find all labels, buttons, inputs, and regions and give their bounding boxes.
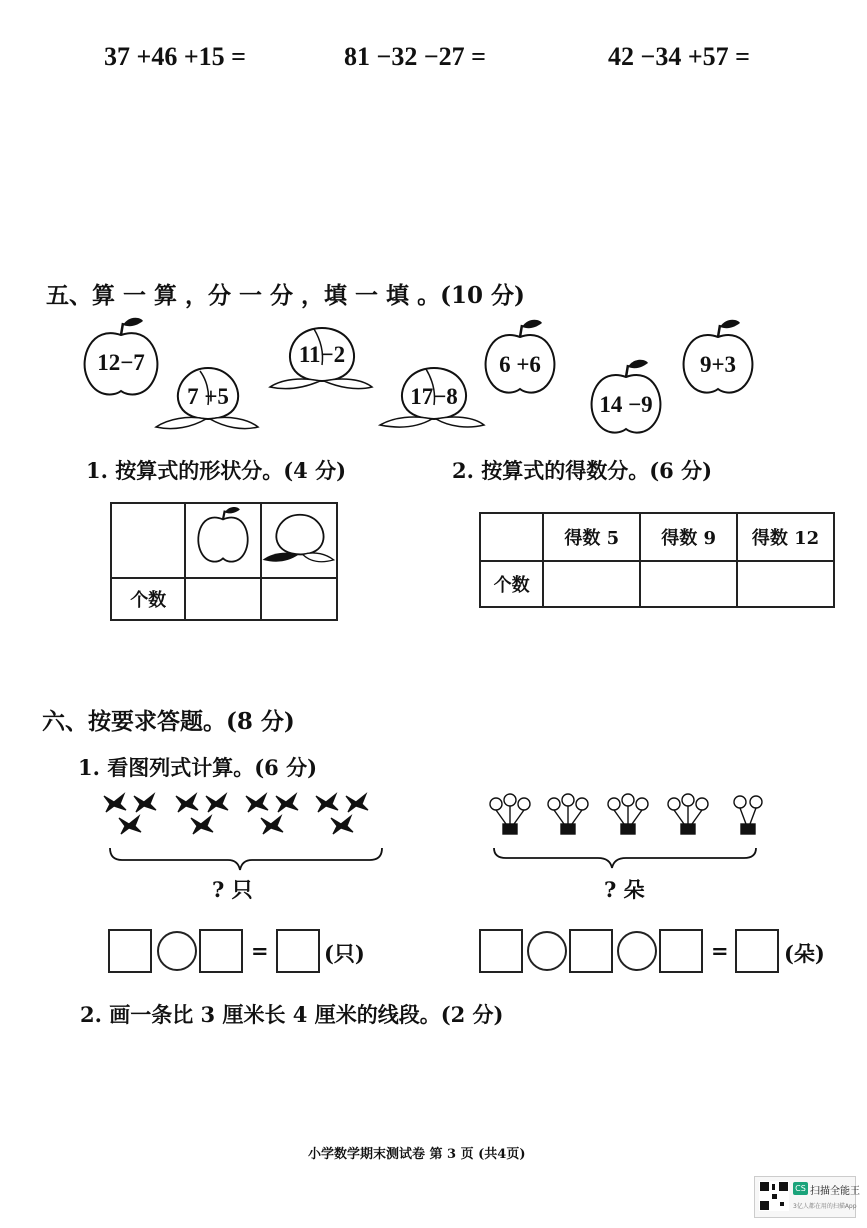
watermark-title: 扫描全能王 [810, 1186, 860, 1197]
answer-box[interactable] [199, 929, 243, 973]
right-unit: (朵) [784, 941, 825, 966]
bird-icon [206, 794, 228, 812]
shape-table [110, 502, 338, 621]
cs-logo: CS [793, 1182, 808, 1195]
table-corner-cell [480, 513, 543, 561]
bird-icon [134, 794, 156, 812]
watermark-subtitle: 3亿人都在用的扫描App [793, 1203, 857, 1210]
page-footer: 小学数学期末测试卷 第 3 页 (共4页) [308, 1147, 526, 1162]
fruit-expression: 9+3 [699, 352, 737, 377]
answer-cell-peach[interactable] [261, 578, 337, 620]
result-box[interactable] [276, 929, 320, 973]
flower-pot-icon [490, 794, 530, 834]
operator-circle[interactable] [617, 931, 657, 971]
section6-heading: 六、按要求答题。(8 分) [42, 708, 295, 735]
result-box[interactable] [735, 929, 779, 973]
peach-icon [262, 507, 336, 569]
section6-q1-label: 1. 看图列式计算。(6 分) [78, 755, 318, 780]
section5-q1-label: 1. 按算式的形状分。(4 分) [86, 458, 347, 483]
fruit-expression: 17−8 [410, 384, 458, 409]
answer-box[interactable] [108, 929, 152, 973]
right-question: ? 朵 [604, 877, 645, 902]
fruit-expression: 11−2 [298, 342, 346, 367]
fruit-expression: 7 +5 [187, 384, 229, 409]
fruit-expression: 14 −9 [599, 392, 653, 417]
bird-icon [246, 794, 268, 812]
answer-cell-result-9[interactable] [640, 561, 737, 607]
flower-pot-icon [608, 794, 648, 834]
equals-sign: = [711, 938, 729, 963]
brace [110, 848, 382, 870]
qr-code-icon [759, 1181, 789, 1211]
flower-pot-icon [734, 796, 762, 834]
answer-cell-result-5[interactable] [543, 561, 640, 607]
section5-q2-label: 2. 按算式的得数分。(6 分) [452, 458, 713, 483]
bird-icon [261, 816, 283, 834]
brace [494, 848, 756, 868]
table-header-peach [261, 503, 337, 578]
equation-2: 81 −32 −27 = [344, 42, 486, 71]
table-header-result-5: 得数 5 [543, 513, 640, 561]
bird-icon [316, 794, 338, 812]
bird-icon [346, 794, 368, 812]
answer-box[interactable] [569, 929, 613, 973]
flower-pot-icon [668, 794, 708, 834]
birds-illustration [100, 790, 390, 875]
operator-circle[interactable] [527, 931, 567, 971]
section6-q2-label: 2. 画一条比 3 厘米长 4 厘米的线段。(2 分) [80, 1002, 504, 1027]
flowers-illustration [480, 790, 770, 875]
operator-circle[interactable] [157, 931, 197, 971]
left-unit: (只) [324, 941, 365, 966]
fruit-expression: 6 +6 [499, 352, 541, 377]
apple-icon [193, 507, 253, 569]
bird-icon [331, 816, 353, 834]
bird-icon [191, 816, 213, 834]
table-row-label: 个数 [111, 578, 185, 620]
answer-cell-apple[interactable] [185, 578, 261, 620]
section5-heading: 五、算 一 算 ，分 一 分 ，填 一 填 。(10 分) [46, 282, 525, 309]
table-row-label: 个数 [480, 561, 543, 607]
answer-box[interactable] [659, 929, 703, 973]
result-table [479, 512, 835, 608]
table-header-apple [185, 503, 261, 578]
bird-icon [104, 794, 126, 812]
fruit-expression: 12−7 [97, 350, 145, 375]
bird-icon [276, 794, 298, 812]
answer-cell-result-12[interactable] [737, 561, 834, 607]
answer-box[interactable] [479, 929, 523, 973]
bird-icon [176, 794, 198, 812]
table-header-result-12: 得数 12 [737, 513, 834, 561]
bird-icon [119, 816, 141, 834]
scanner-watermark [754, 1176, 860, 1218]
equals-sign: = [251, 938, 269, 963]
table-header-result-9: 得数 9 [640, 513, 737, 561]
table-corner-cell [111, 503, 185, 578]
equation-3: 42 −34 +57 = [608, 42, 750, 71]
equation-1: 37 +46 +15 = [104, 42, 246, 71]
flower-pot-icon [548, 794, 588, 834]
left-question: ? 只 [212, 877, 253, 902]
